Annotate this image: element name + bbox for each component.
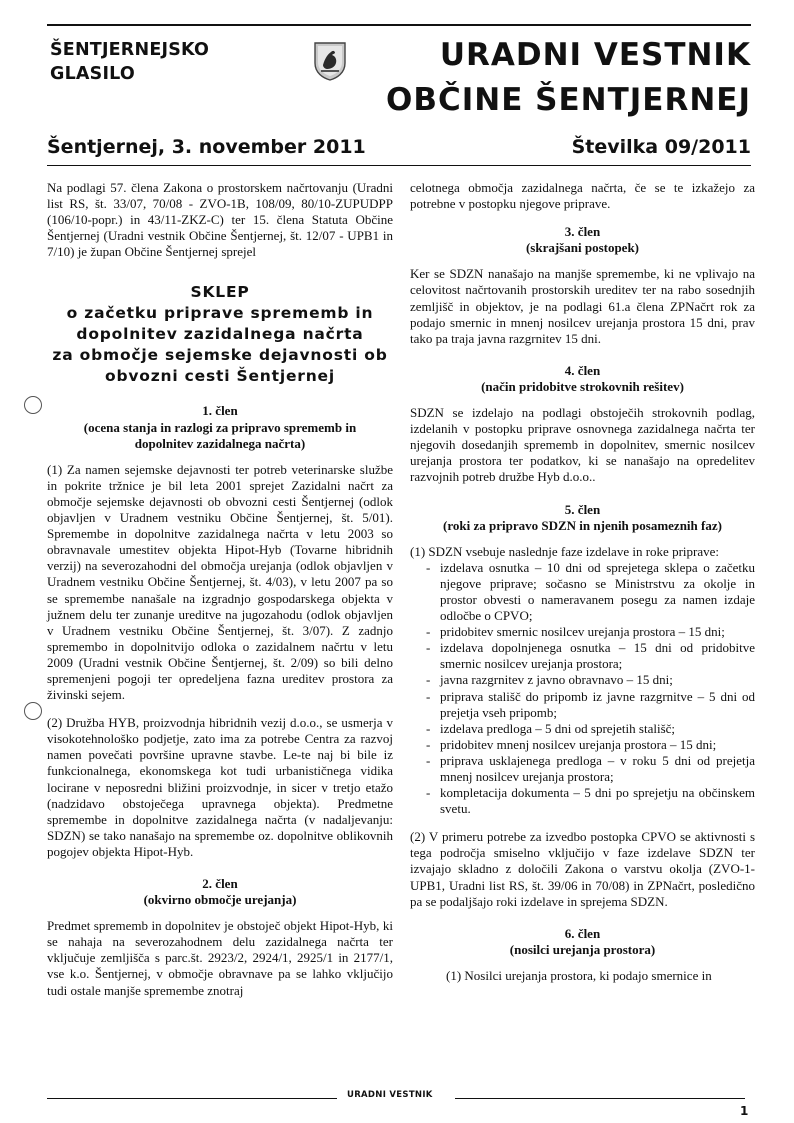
- article-number: 3. člen: [564, 224, 601, 240]
- page-number: 1: [740, 1104, 749, 1118]
- resolution-subtitle-line: obvozni cesti Šentjernej: [105, 367, 335, 386]
- list-item: - pridobitev mnenj nosilcev urejanja prostora – 15 dni;: [440, 737, 755, 753]
- article-3-paragraph: Ker se SDZN nanašajo na manjše spremembe, ki ne vplivajo na celovitost načrtovanih prostorskih ureditev ter na rabo sosednjih zemljišč in objektov, je na podlagi 61.a člena ZPNačrt rok za podajo smernic in mnenj nosilcev urejanja prostora 15 dni, prav tako pa traja javna razgrnitev 15 dni.: [410, 266, 755, 346]
- article-5-paragraph-2: (2) V primeru potrebe za izvedbo postopka CPVO se aktivnosti s tega področja smiselno vključijo v faze izdelave SDZN ter izvajajo skladno z določili Zakona o varstvu okolja (ZVO-1-UPB1, Uradni list RS, št. 39/06 in 70/08) in ZPNačrt, posledično pa se podaljšajo roki izdelave in sprejema SDZN.: [410, 829, 755, 909]
- list-item: - izdelava predloga – 5 dni od sprejetih stališč;: [440, 721, 755, 737]
- list-item: - priprava usklajenega predloga – v roku 5 dni od prejetja mnenj nosilcev urejanja prostora;: [440, 753, 755, 785]
- issue-number: Številka 09/2011: [571, 136, 751, 158]
- intro-paragraph: Na podlagi 57. člena Zakona o prostorskem načrtovanju (Uradni list RS, št. 33/07, 70/08 - ZVO-1B, 108/09, 80/10-ZUPUDPP (106/10-popr.) in 43/11-ZKZ-C) ter 15. člena Statuta Občine Šentjernej (Uradni vestnik Občine Šentjernej, št. 12/07 - UPB1 in 7/10) je župan Občine Šentjernej sprejel: [47, 180, 393, 260]
- list-item: - priprava stališč do pripomb iz javne razgrnitve – 5 dni od prejetja vseh pripomb;: [440, 689, 755, 721]
- article-2-paragraph: Predmet sprememb in dopolnitev je obstoječ objekt Hipot-Hyb, ki se nahaja na severozahodnem delu zazidalnega načrta ter vključuje zemljišča s parc.št. 2923/2, 2924/1, 2925/1 in 2177/1, vse k.o. Šentjernej, v območje obravnave pa se lahko vključijo tudi ostale manjše spremembe znotraj: [47, 918, 393, 998]
- article-title: (način pridobitve strokovnih rešitev): [481, 378, 684, 394]
- article-title: (nosilci urejanja prostora): [509, 941, 656, 957]
- article-6-paragraph: (1) Nosilci urejanja prostora, ki podajo smernice in: [446, 967, 712, 983]
- glasilo-line-1: ŠENTJERNEJSKO: [50, 40, 210, 60]
- article-title: (okvirno območje urejanja): [143, 892, 297, 908]
- article-number: 6. člen: [564, 925, 601, 941]
- issue-bar: [47, 136, 751, 158]
- article-title: (roki za pripravo SDZN in njenih posameznih faz): [443, 517, 722, 533]
- article-5-heading: [410, 502, 755, 534]
- list-item: - pridobitev smernic nosilcev urejanja prostora – 15 dni;: [440, 624, 755, 640]
- footer-rule-right: [455, 1098, 745, 1099]
- article-6-heading: [410, 926, 755, 958]
- article-title: (skrajšani postopek): [525, 240, 640, 256]
- article-number: 4. člen: [564, 362, 601, 378]
- glasilo-line-2: GLASILO: [50, 64, 135, 84]
- resolution-subtitle-line: o začetku priprave sprememb in: [66, 304, 374, 323]
- article-3-heading: [410, 224, 755, 256]
- resolution-subtitle-line: za območje sejemske dejavnosti ob: [52, 346, 388, 365]
- title-line-2: OBČINE ŠENTJERNEJ: [385, 82, 751, 118]
- issue-rule: [47, 165, 751, 166]
- article-2-continuation: celotnega območja zazidalnega načrta, če se te izkažejo za potrebne v postopku njegove priprave.: [410, 180, 755, 212]
- left-column: [47, 180, 393, 1011]
- right-column: [410, 180, 755, 996]
- article-title: dopolnitev zazidalnega načrta): [134, 435, 306, 451]
- masthead-glasilo: [50, 38, 209, 86]
- punch-hole-mark: [24, 702, 42, 720]
- municipal-crest-icon: [313, 41, 347, 81]
- footer-rule-left: [47, 1098, 337, 1099]
- footer-label: URADNI VESTNIK: [347, 1090, 433, 1100]
- phase-list: [410, 560, 755, 818]
- list-item: - kompletacija dokumenta – 5 dni po sprejetju na občinskem svetu.: [440, 785, 755, 817]
- list-item: - izdelava osnutka – 10 dni od sprejetega sklepa o začetku njegove priprave; sočasno se Ministrstvu za okolje in prostor obvesti o nameravanem posegu za namen izdaje odločbe o CPVO;: [440, 560, 755, 624]
- resolution-heading: [47, 282, 393, 387]
- title-line-1: URADNI VESTNIK: [439, 37, 751, 73]
- article-title: (ocena stanja in razlogi za pripravo sprememb in: [83, 419, 357, 435]
- article-number: 5. člen: [564, 501, 601, 517]
- article-number: 1. člen: [202, 403, 238, 419]
- article-number: 2. člen: [202, 876, 238, 891]
- article-1-heading: [47, 403, 393, 451]
- punch-hole-mark: [24, 396, 42, 414]
- place-date: Šentjernej, 3. november 2011: [47, 136, 366, 158]
- article-2-heading: [47, 876, 393, 908]
- resolution-title: SKLEP: [190, 283, 250, 302]
- article-4-paragraph: SDZN se izdelajo na podlagi obstoječih strokovnih podlag, izdelanih v postopku priprave osnovnega zazidalnega načrta ter njegovih dosedanjih sprememb in dopolnitev, smernic nosilcev urejanja prostora ter podatkov, ki se nanašajo na opredelitev razvojnih potreb družbe Hyb d.o.o..: [410, 405, 755, 485]
- article-4-heading: [410, 363, 755, 395]
- article-1-paragraph-2: (2) Družba HYB, proizvodnja hibridnih vezij d.o.o., se usmerja v visokotehnološko podjetje, zato ima za potrebe Centra za razvoj namen povečati površine upravne stavbe. Le-te naj bi bile iz funkcionalnega, ekonomskega kot tudi urbanističnega vidika locirane v neposredni bližini proizvodnje, in sicer v tretjo etažo (nadzidavo obstoječega upravnega objekta). Predmetne spremembe in dopolnitve zazidalnega načrta (v nadaljevanju: SDZN) se tako nanašajo na spremembe oz. dopolnitve oblikovnih pogojev objekta Hipot-Hyb.: [47, 715, 393, 859]
- article-1-paragraph-1: (1) Za namen sejemske dejavnosti ter potreb veterinarske službe in pokrite tržnice je bil leta 2001 sprejet Zazidalni načrt za območje sejemske dejavnosti ob obvozni cesti Šentjernej (odlok objavljen v Uradnem vestniku Občine Šentjernej, št. 5/01). Spremembe in dopolnitve zazidalnega načrta v letu 2003 so obravnavale umestitev objekta Hipot-Hyb (Tovarne hibridnih verzij) na severozahodni del območja urejanja (odlok objavljen v Uradnem vestniku Občine Šentjernej, št. 4/03), v letu 2007 pa so se spremembe nanašale na izgradnjo gospodarskega objekta v južnem delu ter zunanje ureditve na jugozahodu (odlok objavljen v Uradnem vestniku Občine Šentjernej, št. 3/07). Z zadnjo spremembo in dopolnitvijo odloka o zazidalnem načrtu v letu 2009 (Uradni vestnik Občine Šentjernej, št. 2/09) so bili delno spremenjeni pogoji ter opredeljena fazna ureditev prostora za živinski sejem.: [47, 461, 393, 703]
- resolution-subtitle-line: dopolnitev zazidalnega načrta: [76, 325, 364, 344]
- list-item: - javna razgrnitev z javno obravnavo – 15 dni;: [440, 672, 755, 688]
- masthead-title: [386, 33, 751, 123]
- list-item: - izdelava dopolnjenega osnutka – 15 dni od pridobitve smernic nosilcev urejanja prostora;: [440, 640, 755, 672]
- article-5-paragraph-1: (1) SDZN vsebuje naslednje faze izdelave in roke priprave:: [410, 543, 719, 559]
- top-rule: [47, 24, 751, 26]
